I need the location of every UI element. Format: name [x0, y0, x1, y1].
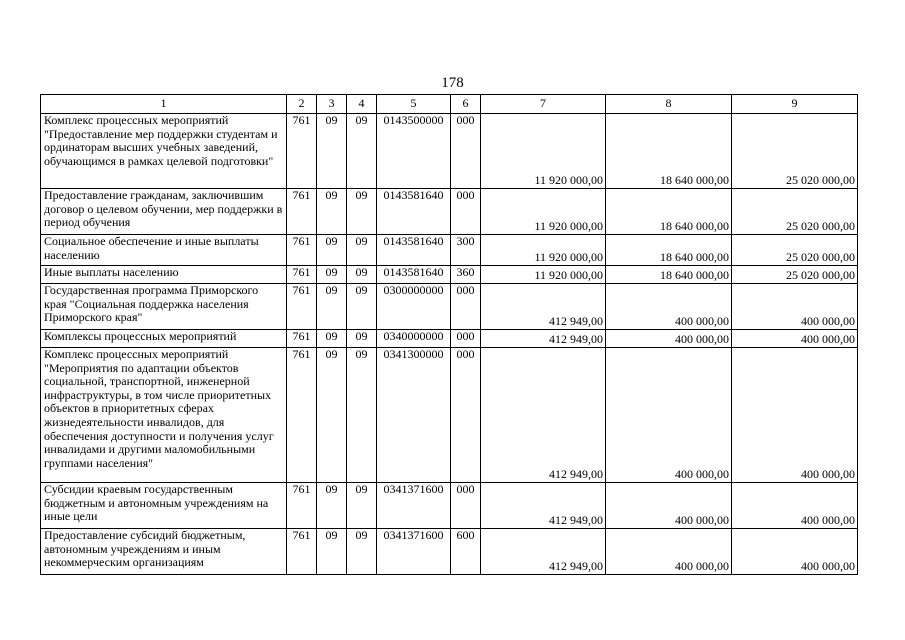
target-article: 0143581640	[377, 189, 451, 235]
section: 09	[317, 189, 347, 235]
amount-1: 11 920 000,00	[481, 266, 606, 284]
amount-3: 25 020 000,00	[732, 114, 858, 189]
code-admin: 761	[287, 348, 317, 483]
table-row	[41, 284, 858, 330]
row-name: Субсидии краевым государственным бюджетным и автономным учреждениям на иные цели	[41, 483, 287, 529]
expense-type: 000	[451, 114, 481, 189]
column-number-row	[41, 95, 858, 114]
code-admin: 761	[287, 235, 317, 266]
table-row	[41, 235, 858, 266]
expense-type: 000	[451, 330, 481, 348]
amount-3: 400 000,00	[732, 348, 858, 483]
table-row	[41, 189, 858, 235]
amount-2: 400 000,00	[606, 330, 732, 348]
amount-3: 25 020 000,00	[732, 235, 858, 266]
column-header: 2	[287, 95, 317, 114]
code-admin: 761	[287, 114, 317, 189]
section: 09	[317, 266, 347, 284]
column-header: 3	[317, 95, 347, 114]
code-admin: 761	[287, 529, 317, 575]
row-name: Комплекс процессных мероприятий "Мероприятия по адаптации объектов социальной, транспортной, инженерной инфраструктуры, в том числе приоритетных объектов в приоритетных сферах жизнедеятельности инвалидов, для обеспечения доступности и получения услуг инвалидами и другими маломобильными группами населения"	[41, 348, 287, 483]
code-admin: 761	[287, 483, 317, 529]
amount-1: 412 949,00	[481, 330, 606, 348]
section: 09	[317, 348, 347, 483]
code-admin: 761	[287, 189, 317, 235]
section: 09	[317, 284, 347, 330]
subsection: 09	[347, 114, 377, 189]
expense-type: 000	[451, 284, 481, 330]
budget-table	[40, 94, 858, 575]
target-article: 0340000000	[377, 330, 451, 348]
table-row	[41, 114, 858, 189]
expense-type: 300	[451, 235, 481, 266]
row-name: Государственная программа Приморского края "Социальная поддержка населения Приморского края"	[41, 284, 287, 330]
subsection: 09	[347, 330, 377, 348]
section: 09	[317, 330, 347, 348]
subsection: 09	[347, 189, 377, 235]
page-number: 178	[441, 75, 464, 91]
amount-1: 412 949,00	[481, 348, 606, 483]
amount-1: 412 949,00	[481, 284, 606, 330]
target-article: 0300000000	[377, 284, 451, 330]
code-admin: 761	[287, 266, 317, 284]
expense-type: 360	[451, 266, 481, 284]
table-row	[41, 348, 858, 483]
amount-3: 400 000,00	[732, 284, 858, 330]
target-article: 0143581640	[377, 266, 451, 284]
target-article: 0341300000	[377, 348, 451, 483]
expense-type: 600	[451, 529, 481, 575]
amount-2: 400 000,00	[606, 483, 732, 529]
subsection: 09	[347, 266, 377, 284]
table-row	[41, 330, 858, 348]
target-article: 0143500000	[377, 114, 451, 189]
amount-2: 400 000,00	[606, 348, 732, 483]
row-name: Предоставление гражданам, заключившим договор о целевом обучении, мер поддержки в период обучения	[41, 189, 287, 235]
section: 09	[317, 529, 347, 575]
target-article: 0341371600	[377, 529, 451, 575]
expense-type: 000	[451, 483, 481, 529]
row-name: Предоставление субсидий бюджетным, автономным учреждениям и иным некоммерческим организациям	[41, 529, 287, 575]
target-article: 0143581640	[377, 235, 451, 266]
row-name: Комплексы процессных мероприятий	[41, 330, 287, 348]
expense-type: 000	[451, 189, 481, 235]
amount-1: 412 949,00	[481, 483, 606, 529]
amount-2: 18 640 000,00	[606, 189, 732, 235]
subsection: 09	[347, 348, 377, 483]
subsection: 09	[347, 235, 377, 266]
column-header: 1	[41, 95, 287, 114]
target-article: 0341371600	[377, 483, 451, 529]
amount-2: 400 000,00	[606, 284, 732, 330]
amount-2: 18 640 000,00	[606, 114, 732, 189]
section: 09	[317, 235, 347, 266]
row-name: Иные выплаты населению	[41, 266, 287, 284]
table-row	[41, 529, 858, 575]
subsection: 09	[347, 284, 377, 330]
column-header: 6	[451, 95, 481, 114]
expense-type: 000	[451, 348, 481, 483]
amount-3: 400 000,00	[732, 529, 858, 575]
subsection: 09	[347, 529, 377, 575]
amount-1: 11 920 000,00	[481, 189, 606, 235]
table-row	[41, 483, 858, 529]
amount-1: 11 920 000,00	[481, 235, 606, 266]
row-name: Комплекс процессных мероприятий "Предоставление мер поддержки студентам и ординаторам высших учебных заведений, обучающимся в рамках целевой подготовки"	[41, 114, 287, 189]
amount-1: 412 949,00	[481, 529, 606, 575]
amount-3: 400 000,00	[732, 330, 858, 348]
amount-1: 11 920 000,00	[481, 114, 606, 189]
amount-3: 400 000,00	[732, 483, 858, 529]
column-header: 4	[347, 95, 377, 114]
section: 09	[317, 114, 347, 189]
row-name: Социальное обеспечение и иные выплаты населению	[41, 235, 287, 266]
column-header: 8	[606, 95, 732, 114]
table-row	[41, 266, 858, 284]
code-admin: 761	[287, 330, 317, 348]
code-admin: 761	[287, 284, 317, 330]
amount-2: 400 000,00	[606, 529, 732, 575]
amount-2: 18 640 000,00	[606, 235, 732, 266]
amount-3: 25 020 000,00	[732, 189, 858, 235]
subsection: 09	[347, 483, 377, 529]
column-header: 9	[732, 95, 858, 114]
amount-2: 18 640 000,00	[606, 266, 732, 284]
section: 09	[317, 483, 347, 529]
column-header: 5	[377, 95, 451, 114]
amount-3: 25 020 000,00	[732, 266, 858, 284]
column-header: 7	[481, 95, 606, 114]
